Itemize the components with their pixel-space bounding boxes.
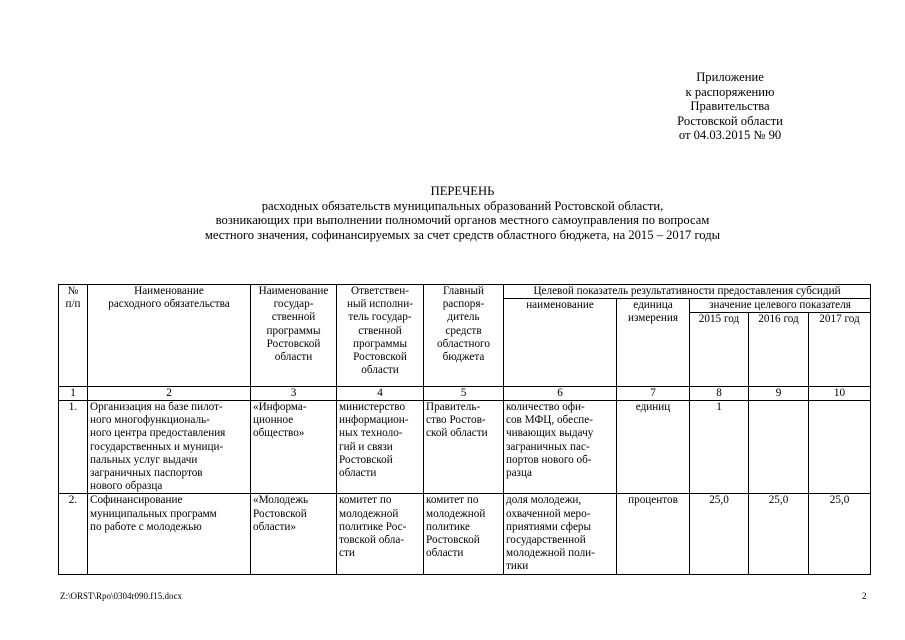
title-line: возникающих при выполнении полномочий органов местного самоуправления по вопросам — [215, 213, 710, 228]
header-manager: Главный распоря- дитель средств областного бюджета — [424, 285, 504, 387]
column-number: 4 — [337, 387, 424, 401]
row-manager: комитет по молодежной политике Ростовской области — [424, 494, 504, 574]
title-line: расходных обязательств муниципальных образований Ростовской области, — [261, 198, 664, 213]
title-heading: ПЕРЕЧЕНЬ — [430, 184, 495, 198]
header-year-2015: 2015 год — [690, 313, 749, 387]
appendix-block — [640, 70, 820, 143]
row-indicator: количество офи- сов МФЦ, обеспе- чивающих выдачу заграничных пас- портов нового об- разца — [504, 400, 617, 493]
obligations-table — [58, 284, 871, 575]
column-number: 1 — [59, 387, 88, 401]
row-executor: комитет по молодежной политике Рос- товской обла- сти — [337, 494, 424, 574]
row-value-2017: 25,0 — [809, 494, 871, 574]
page-number: 2 — [862, 591, 867, 601]
row-value-2016: 25,0 — [749, 494, 809, 574]
row-unit: единиц — [617, 400, 690, 493]
header-target: Целевой показатель результативности предоставления субсидий — [504, 285, 871, 299]
row-num: 2. — [59, 494, 88, 574]
header-executor: Ответствен- ный исполни- тель государ- ственной программы Ростовской области — [337, 285, 424, 387]
appendix-line: Правительства — [690, 99, 770, 114]
appendix-line: Приложение — [696, 70, 764, 84]
column-number: 7 — [617, 387, 690, 401]
header-value-group: значение целевого показателя — [690, 299, 871, 313]
column-number: 8 — [690, 387, 749, 401]
row-value-2017 — [809, 400, 871, 493]
row-indicator: доля молодежи, охваченной меро- приятиями сферы государственной молодежной поли- тики — [504, 494, 617, 574]
row-executor: министерство информацион- ных техноло- гий и связи Ростовской области — [337, 400, 424, 493]
document-title — [60, 184, 865, 242]
header-unit: единица измерения — [617, 299, 690, 387]
header-indicator-name: наименование — [504, 299, 617, 387]
row-value-2015: 1 — [690, 400, 749, 493]
column-number: 2 — [88, 387, 251, 401]
row-value-2015: 25,0 — [690, 494, 749, 574]
row-num: 1. — [59, 400, 88, 493]
row-program: «Информа- ционное общество» — [251, 400, 337, 493]
table-row — [59, 494, 871, 574]
row-program: «Молодежь Ростовской области» — [251, 494, 337, 574]
header-name: Наименование расходного обязательства — [88, 285, 251, 387]
column-number: 9 — [749, 387, 809, 401]
header-year-2017: 2017 год — [809, 313, 871, 387]
header-year-2016: 2016 год — [749, 313, 809, 387]
column-number-row — [59, 387, 871, 401]
column-number: 6 — [504, 387, 617, 401]
header-program: Наименование государ- ственной программы Ростовской области — [251, 285, 337, 387]
column-number: 3 — [251, 387, 337, 401]
row-name: Организация на базе пилот- ного многофункциональ- ного центра предоставления государственных и муници- пальных услуг выдачи заграничных паспортов нового образца — [88, 400, 251, 493]
table-row — [59, 400, 871, 493]
header-num: № п/п — [59, 285, 88, 387]
table-header-row — [59, 285, 871, 299]
appendix-date: от 04.03.2015 № 90 — [678, 128, 782, 143]
row-manager: Правитель- ство Ростов- ской области — [424, 400, 504, 493]
title-line: местного значения, софинансируемых за счет средств областного бюджета, на 2015 – 2017 годы — [204, 227, 721, 242]
row-value-2016 — [749, 400, 809, 493]
column-number: 5 — [424, 387, 504, 401]
row-name: Софинансирование муниципальных программ по работе с молодежью — [88, 494, 251, 574]
appendix-line: Ростовской области — [677, 113, 783, 128]
row-unit: процентов — [617, 494, 690, 574]
column-number: 10 — [809, 387, 871, 401]
file-path: Z:\ORST\Rpo\0304r090.f15.docx — [60, 591, 182, 601]
appendix-line: к распоряжению — [685, 84, 775, 99]
